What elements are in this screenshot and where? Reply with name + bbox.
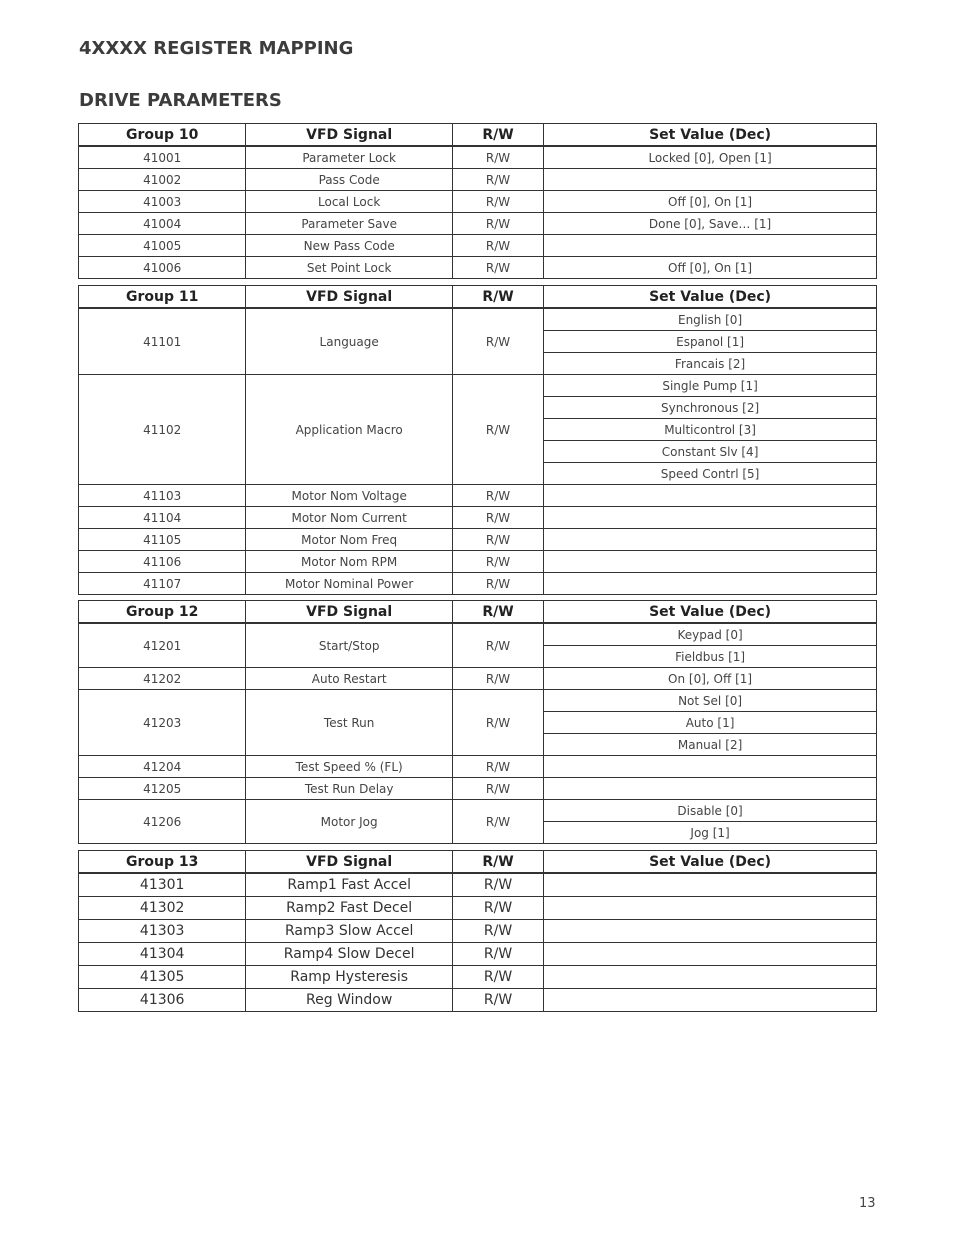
value-cell: Single Pump [1]	[544, 375, 877, 397]
rw-cell: R/W	[452, 800, 543, 844]
table-row	[79, 873, 877, 897]
table-row	[79, 573, 877, 595]
value-cell: Jog [1]	[544, 822, 877, 844]
register-cell: 41205	[79, 778, 246, 800]
signal-cell: Ramp Hysteresis	[246, 966, 453, 989]
rw-cell: R/W	[452, 920, 543, 943]
register-cell: 41301	[79, 873, 246, 897]
rw-cell: R/W	[452, 529, 543, 551]
signal-cell: Motor Nominal Power	[246, 573, 453, 595]
signal-cell: Ramp4 Slow Decel	[246, 943, 453, 966]
value-cell	[544, 169, 877, 191]
value-cell: Off [0], On [1]	[544, 257, 877, 279]
value-cell	[544, 756, 877, 778]
value-cell: Multicontrol [3]	[544, 419, 877, 441]
column-header: R/W	[452, 851, 543, 874]
column-header: VFD Signal	[246, 601, 453, 624]
register-cell: 41202	[79, 668, 246, 690]
signal-cell: Motor Nom RPM	[246, 551, 453, 573]
table-row	[79, 235, 877, 257]
table-row	[79, 920, 877, 943]
value-cell	[544, 943, 877, 966]
table-row	[79, 485, 877, 507]
signal-cell: Language	[246, 308, 453, 375]
rw-cell: R/W	[452, 235, 543, 257]
table-header-row	[79, 124, 877, 147]
signal-cell: Test Run Delay	[246, 778, 453, 800]
value-cell	[544, 235, 877, 257]
table-header-row	[79, 851, 877, 874]
table-row	[79, 308, 877, 331]
value-cell: Disable [0]	[544, 800, 877, 822]
column-header: Group 13	[79, 851, 246, 874]
register-cell: 41001	[79, 146, 246, 169]
group-11-table	[78, 285, 877, 595]
value-cell: Auto [1]	[544, 712, 877, 734]
table-row	[79, 169, 877, 191]
signal-cell: Ramp2 Fast Decel	[246, 897, 453, 920]
register-cell: 41305	[79, 966, 246, 989]
table-row	[79, 668, 877, 690]
page-title: 4XXXX REGISTER MAPPING	[79, 38, 354, 59]
value-cell: Fieldbus [1]	[544, 646, 877, 668]
rw-cell: R/W	[452, 213, 543, 235]
signal-cell: Start/Stop	[246, 623, 453, 668]
column-header: VFD Signal	[246, 286, 453, 309]
column-header: R/W	[452, 124, 543, 147]
value-cell	[544, 778, 877, 800]
table-row	[79, 778, 877, 800]
register-cell: 41006	[79, 257, 246, 279]
page-number: 13	[859, 1196, 876, 1211]
value-cell: Speed Contrl [5]	[544, 463, 877, 485]
column-header: R/W	[452, 286, 543, 309]
rw-cell: R/W	[452, 966, 543, 989]
table-row	[79, 507, 877, 529]
register-cell: 41003	[79, 191, 246, 213]
table-row	[79, 943, 877, 966]
signal-cell: Set Point Lock	[246, 257, 453, 279]
table-row	[79, 756, 877, 778]
column-header: VFD Signal	[246, 124, 453, 147]
rw-cell: R/W	[452, 873, 543, 897]
value-cell: Done [0], Save… [1]	[544, 213, 877, 235]
rw-cell: R/W	[452, 169, 543, 191]
value-cell	[544, 551, 877, 573]
table-row	[79, 146, 877, 169]
signal-cell: Reg Window	[246, 989, 453, 1012]
value-cell	[544, 873, 877, 897]
register-cell: 41203	[79, 690, 246, 756]
signal-cell: Pass Code	[246, 169, 453, 191]
table-row	[79, 800, 877, 822]
value-cell: Constant Slv [4]	[544, 441, 877, 463]
register-cell: 41303	[79, 920, 246, 943]
column-header: Group 10	[79, 124, 246, 147]
register-cell: 41002	[79, 169, 246, 191]
value-cell	[544, 573, 877, 595]
signal-cell: Application Macro	[246, 375, 453, 485]
column-header: Group 12	[79, 601, 246, 624]
column-header: Set Value (Dec)	[544, 851, 877, 874]
signal-cell: Parameter Save	[246, 213, 453, 235]
table-row	[79, 213, 877, 235]
column-header: Set Value (Dec)	[544, 601, 877, 624]
rw-cell: R/W	[452, 690, 543, 756]
rw-cell: R/W	[452, 756, 543, 778]
register-cell: 41103	[79, 485, 246, 507]
rw-cell: R/W	[452, 573, 543, 595]
rw-cell: R/W	[452, 989, 543, 1012]
rw-cell: R/W	[452, 146, 543, 169]
rw-cell: R/W	[452, 507, 543, 529]
register-cell: 41104	[79, 507, 246, 529]
register-cell: 41101	[79, 308, 246, 375]
value-cell: Off [0], On [1]	[544, 191, 877, 213]
table-row	[79, 897, 877, 920]
value-cell: Synchronous [2]	[544, 397, 877, 419]
rw-cell: R/W	[452, 485, 543, 507]
value-cell	[544, 529, 877, 551]
register-cell: 41004	[79, 213, 246, 235]
signal-cell: Ramp1 Fast Accel	[246, 873, 453, 897]
rw-cell: R/W	[452, 668, 543, 690]
group-10-table	[78, 123, 877, 279]
value-cell: Francais [2]	[544, 353, 877, 375]
value-cell	[544, 485, 877, 507]
value-cell	[544, 507, 877, 529]
table-row	[79, 529, 877, 551]
signal-cell: Motor Jog	[246, 800, 453, 844]
table-row	[79, 551, 877, 573]
register-cell: 41304	[79, 943, 246, 966]
rw-cell: R/W	[452, 943, 543, 966]
value-cell: Manual [2]	[544, 734, 877, 756]
table-row	[79, 966, 877, 989]
register-cell: 41201	[79, 623, 246, 668]
register-cell: 41302	[79, 897, 246, 920]
value-cell: Keypad [0]	[544, 623, 877, 646]
rw-cell: R/W	[452, 308, 543, 375]
register-cell: 41204	[79, 756, 246, 778]
signal-cell: Test Run	[246, 690, 453, 756]
register-cell: 41306	[79, 989, 246, 1012]
signal-cell: Motor Nom Voltage	[246, 485, 453, 507]
table-row	[79, 690, 877, 712]
signal-cell: Motor Nom Current	[246, 507, 453, 529]
value-cell: English [0]	[544, 308, 877, 331]
register-cell: 41102	[79, 375, 246, 485]
rw-cell: R/W	[452, 778, 543, 800]
rw-cell: R/W	[452, 623, 543, 668]
rw-cell: R/W	[452, 191, 543, 213]
signal-cell: Motor Nom Freq	[246, 529, 453, 551]
rw-cell: R/W	[452, 375, 543, 485]
section-title: DRIVE PARAMETERS	[79, 90, 282, 111]
value-cell: Espanol [1]	[544, 331, 877, 353]
signal-cell: Ramp3 Slow Accel	[246, 920, 453, 943]
value-cell	[544, 920, 877, 943]
signal-cell: Local Lock	[246, 191, 453, 213]
table-header-row	[79, 286, 877, 309]
table-row	[79, 623, 877, 646]
value-cell: Locked [0], Open [1]	[544, 146, 877, 169]
table-row	[79, 257, 877, 279]
register-cell: 41105	[79, 529, 246, 551]
signal-cell: Auto Restart	[246, 668, 453, 690]
table-row	[79, 191, 877, 213]
table-row	[79, 989, 877, 1012]
signal-cell: New Pass Code	[246, 235, 453, 257]
table-row	[79, 375, 877, 397]
value-cell: Not Sel [0]	[544, 690, 877, 712]
rw-cell: R/W	[452, 551, 543, 573]
value-cell	[544, 989, 877, 1012]
column-header: Set Value (Dec)	[544, 124, 877, 147]
register-cell: 41107	[79, 573, 246, 595]
value-cell	[544, 966, 877, 989]
column-header: VFD Signal	[246, 851, 453, 874]
column-header: Group 11	[79, 286, 246, 309]
column-header: Set Value (Dec)	[544, 286, 877, 309]
table-header-row	[79, 601, 877, 624]
register-cell: 41005	[79, 235, 246, 257]
rw-cell: R/W	[452, 897, 543, 920]
signal-cell: Test Speed % (FL)	[246, 756, 453, 778]
value-cell	[544, 897, 877, 920]
column-header: R/W	[452, 601, 543, 624]
register-cell: 41206	[79, 800, 246, 844]
register-cell: 41106	[79, 551, 246, 573]
signal-cell: Parameter Lock	[246, 146, 453, 169]
group-13-table	[78, 850, 877, 1012]
group-12-table	[78, 600, 877, 844]
value-cell: On [0], Off [1]	[544, 668, 877, 690]
rw-cell: R/W	[452, 257, 543, 279]
